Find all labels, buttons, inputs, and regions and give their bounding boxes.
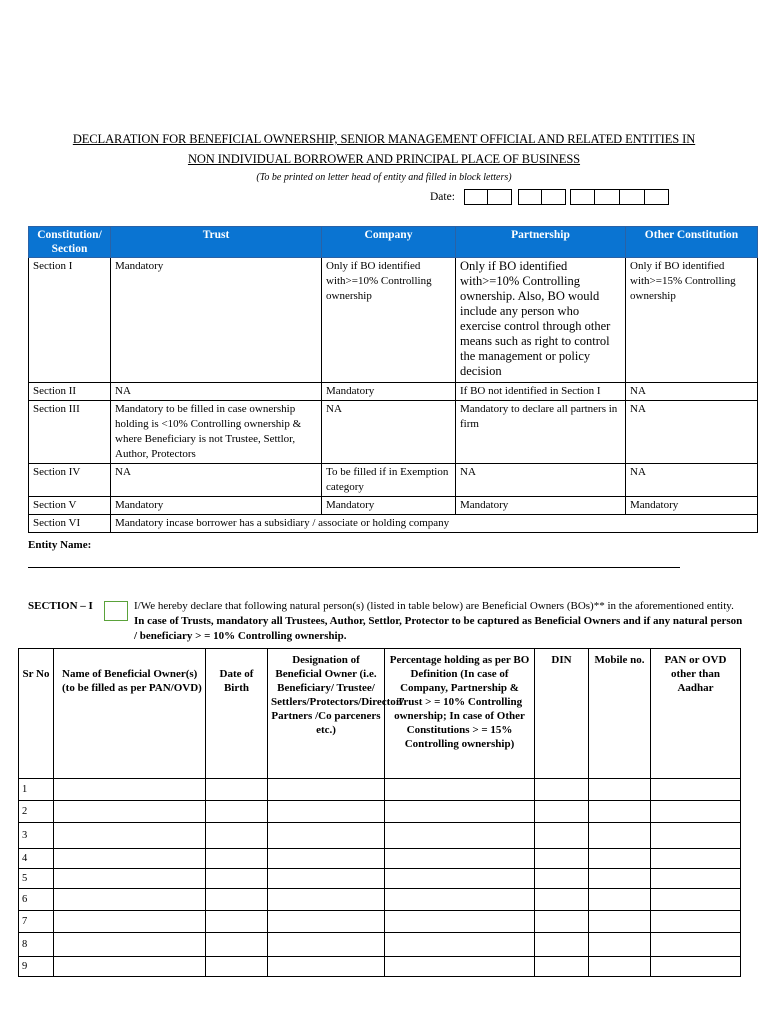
- date-month-digit-2[interactable]: [542, 189, 566, 205]
- form-title-line-1: DECLARATION FOR BENEFICIAL OWNERSHIP, SENIOR MANAGEMENT OFFICIAL AND RELATED ENTITIES IN: [72, 132, 696, 146]
- din-cell[interactable]: [535, 957, 589, 977]
- beneficial-owners-table: [18, 648, 741, 977]
- mobile-cell[interactable]: [589, 957, 651, 977]
- designation-cell[interactable]: [268, 779, 385, 801]
- row-number: 3: [19, 823, 54, 849]
- trust-cell: Mandatory: [111, 497, 322, 515]
- table-row: [29, 401, 758, 464]
- table-row: [19, 911, 741, 933]
- col-header-name-note: (to be filled as per PAN/OVD): [62, 682, 202, 694]
- percentage-cell[interactable]: [385, 801, 535, 823]
- dob-cell[interactable]: [206, 801, 268, 823]
- percentage-cell[interactable]: [385, 911, 535, 933]
- name-cell[interactable]: [54, 933, 206, 957]
- section-cell: Section III: [29, 401, 111, 464]
- other-cell: NA: [626, 401, 758, 464]
- col-header-percentage: Percentage holding as per BO Definition (In case of Company, Partnership & Trust > = 10% Controlling ownership; In case of Other Constitutions > = 15% Controlling ownership): [385, 649, 535, 779]
- constitution-header-row: [29, 227, 758, 258]
- date-year-digit-2[interactable]: [595, 189, 620, 205]
- name-cell[interactable]: [54, 801, 206, 823]
- mobile-cell[interactable]: [589, 779, 651, 801]
- designation-cell[interactable]: [268, 889, 385, 911]
- col-header-company: Company: [322, 227, 456, 258]
- table-row: [19, 849, 741, 869]
- table-row: [19, 823, 741, 849]
- percentage-cell[interactable]: [385, 869, 535, 889]
- dob-cell[interactable]: [206, 823, 268, 849]
- mobile-cell[interactable]: [589, 911, 651, 933]
- percentage-cell[interactable]: [385, 779, 535, 801]
- percentage-cell[interactable]: [385, 849, 535, 869]
- table-row: [29, 258, 758, 383]
- name-cell[interactable]: [54, 779, 206, 801]
- col-header-trust: Trust: [111, 227, 322, 258]
- mobile-cell[interactable]: [589, 889, 651, 911]
- name-cell[interactable]: [54, 957, 206, 977]
- din-cell[interactable]: [535, 801, 589, 823]
- table-row: [19, 779, 741, 801]
- trust-cell: NA: [111, 464, 322, 497]
- designation-cell[interactable]: [268, 911, 385, 933]
- declaration-text: I/We hereby declare that following natural person(s) (listed in table below) are Beneficial Owners (BOs)** in the aforementioned entity.: [134, 600, 734, 612]
- name-cell[interactable]: [54, 889, 206, 911]
- mobile-cell[interactable]: [589, 849, 651, 869]
- company-cell: To be filled if in Exemption category: [322, 464, 456, 497]
- form-title-line-2: NON INDIVIDUAL BORROWER AND PRINCIPAL PLACE OF BUSINESS: [187, 152, 581, 166]
- section-cell: Section IV: [29, 464, 111, 497]
- din-cell[interactable]: [535, 933, 589, 957]
- percentage-cell[interactable]: [385, 823, 535, 849]
- mobile-cell[interactable]: [589, 869, 651, 889]
- date-year-digit-1[interactable]: [570, 189, 595, 205]
- partnership-cell: If BO not identified in Section I: [456, 383, 626, 401]
- trust-cell: Mandatory to be filled in case ownership holding is <10% Controlling ownership & where Beneficiary is not Trustee, Settlor, Author, Protectors: [111, 401, 322, 464]
- din-cell[interactable]: [535, 869, 589, 889]
- name-cell[interactable]: [54, 823, 206, 849]
- partnership-cell: Only if BO identified with>=10% Controlling ownership. Also, BO would include any person who exercise control through other means such as right to control the management or policy decision: [456, 258, 626, 383]
- declaration-bold-text: In case of Trusts, mandatory all Trustees, Author, Settlor, Protector to be captured as Beneficial Owners and if any natural person / beneficiary > = 10% Controlling ownership.: [134, 615, 743, 642]
- dob-cell[interactable]: [206, 911, 268, 933]
- name-cell[interactable]: [54, 849, 206, 869]
- section-1-label: SECTION – I: [28, 600, 93, 612]
- other-cell: NA: [626, 464, 758, 497]
- table-row: [19, 889, 741, 911]
- partnership-cell: Mandatory to declare all partners in firm: [456, 401, 626, 464]
- col-header-other: Other Constitution: [626, 227, 758, 258]
- row-number: 5: [19, 869, 54, 889]
- col-header-constitution: Constitution/ Section: [29, 227, 111, 258]
- table-row: [19, 869, 741, 889]
- din-cell[interactable]: [535, 889, 589, 911]
- section-cell: Section II: [29, 383, 111, 401]
- company-cell: NA: [322, 401, 456, 464]
- din-cell[interactable]: [535, 849, 589, 869]
- row-number: 6: [19, 889, 54, 911]
- mobile-cell[interactable]: [589, 823, 651, 849]
- name-cell[interactable]: [54, 869, 206, 889]
- percentage-cell[interactable]: [385, 889, 535, 911]
- table-row: [29, 383, 758, 401]
- mobile-cell[interactable]: [589, 933, 651, 957]
- other-cell: Mandatory: [626, 497, 758, 515]
- mobile-cell[interactable]: [589, 801, 651, 823]
- designation-cell[interactable]: [268, 933, 385, 957]
- partnership-cell: NA: [456, 464, 626, 497]
- section-cell: Section VI: [29, 515, 111, 533]
- col-header-name-title: Name of Beneficial Owner(s): [62, 668, 198, 680]
- dob-cell[interactable]: [206, 869, 268, 889]
- pan-cell[interactable]: [651, 801, 741, 823]
- date-field[interactable]: [464, 189, 669, 205]
- company-cell: Mandatory: [322, 383, 456, 401]
- section-cell: Section I: [29, 258, 111, 383]
- date-day-digit-1[interactable]: [464, 189, 488, 205]
- row-number: 1: [19, 779, 54, 801]
- row-number: 7: [19, 911, 54, 933]
- designation-cell[interactable]: [268, 957, 385, 977]
- dob-cell[interactable]: [206, 779, 268, 801]
- designation-cell[interactable]: [268, 849, 385, 869]
- col-header-pan: PAN or OVD other than Aadhar: [651, 649, 741, 779]
- section-cell: Section V: [29, 497, 111, 515]
- other-cell: NA: [626, 383, 758, 401]
- col-header-designation: Designation of Beneficial Owner (i.e. Beneficiary/ Trustee/ Settlers/Protectors/Director/ Partners /Co parceners etc.): [268, 649, 385, 779]
- date-month-digit-1[interactable]: [518, 189, 542, 205]
- dob-cell[interactable]: [206, 889, 268, 911]
- designation-cell[interactable]: [268, 801, 385, 823]
- date-day-digit-2[interactable]: [488, 189, 512, 205]
- row-number: 2: [19, 801, 54, 823]
- table-row: [29, 515, 758, 533]
- trust-cell: Mandatory: [111, 258, 322, 383]
- table-row: [29, 497, 758, 515]
- form-subtitle: (To be printed on letter head of entity and filled in block letters): [256, 172, 512, 183]
- entity-name-input-line[interactable]: [28, 567, 680, 568]
- pan-cell[interactable]: [651, 849, 741, 869]
- section-1-declaration: [134, 599, 744, 644]
- section-1-checkbox[interactable]: [104, 601, 128, 621]
- col-header-sr-no: Sr No: [19, 649, 54, 779]
- other-cell: Only if BO identified with>=15% Controlling ownership: [626, 258, 758, 383]
- table-row: [29, 464, 758, 497]
- designation-cell[interactable]: [268, 869, 385, 889]
- din-cell[interactable]: [535, 911, 589, 933]
- partnership-cell: Mandatory: [456, 497, 626, 515]
- table-row: [19, 801, 741, 823]
- pan-cell[interactable]: [651, 957, 741, 977]
- pan-cell[interactable]: [651, 911, 741, 933]
- bo-header-row: [19, 649, 741, 779]
- trust-cell: NA: [111, 383, 322, 401]
- din-cell[interactable]: [535, 823, 589, 849]
- name-cell[interactable]: [54, 911, 206, 933]
- row-number: 8: [19, 933, 54, 957]
- date-year-digit-4[interactable]: [645, 189, 669, 205]
- pan-cell[interactable]: [651, 779, 741, 801]
- din-cell[interactable]: [535, 779, 589, 801]
- pan-cell[interactable]: [651, 933, 741, 957]
- pan-cell[interactable]: [651, 823, 741, 849]
- col-header-name: [54, 649, 206, 779]
- section-vi-note-cell: Mandatory incase borrower has a subsidiary / associate or holding company: [111, 515, 758, 533]
- dob-cell[interactable]: [206, 957, 268, 977]
- entity-name-label: Entity Name:: [28, 539, 92, 551]
- dob-cell[interactable]: [206, 849, 268, 869]
- col-header-mobile: Mobile no.: [589, 649, 651, 779]
- date-label: Date:: [430, 191, 455, 203]
- row-number: 9: [19, 957, 54, 977]
- pan-cell[interactable]: [651, 889, 741, 911]
- dob-cell[interactable]: [206, 933, 268, 957]
- date-year-digit-3[interactable]: [620, 189, 645, 205]
- percentage-cell[interactable]: [385, 933, 535, 957]
- company-cell: Mandatory: [322, 497, 456, 515]
- company-cell: Only if BO identified with>=10% Controlling ownership: [322, 258, 456, 383]
- col-header-din: DIN: [535, 649, 589, 779]
- constitution-table: [28, 226, 758, 533]
- table-row: [19, 933, 741, 957]
- table-row: [19, 957, 741, 977]
- col-header-partnership: Partnership: [456, 227, 626, 258]
- designation-cell[interactable]: [268, 823, 385, 849]
- percentage-cell[interactable]: [385, 957, 535, 977]
- row-number: 4: [19, 849, 54, 869]
- pan-cell[interactable]: [651, 869, 741, 889]
- col-header-dob: Date of Birth: [206, 649, 268, 779]
